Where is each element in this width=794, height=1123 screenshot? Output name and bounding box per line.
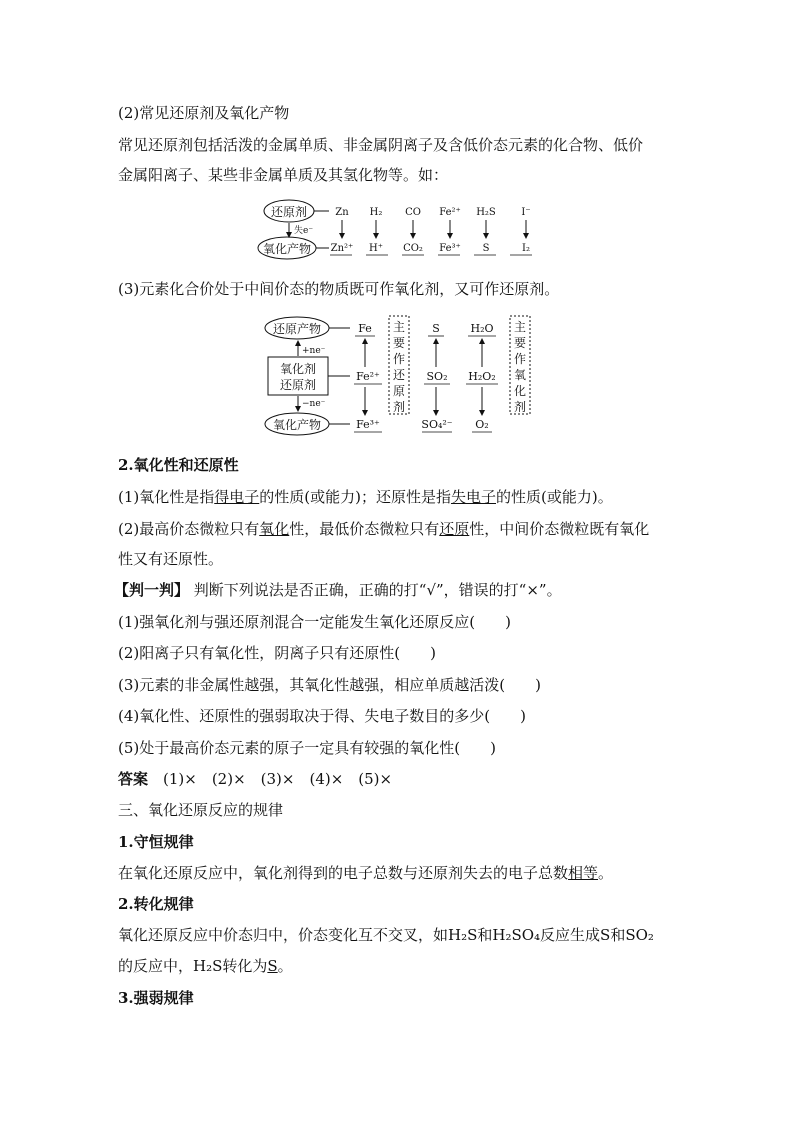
definition-2 [118, 519, 649, 539]
question-1: (1)强氧化剂与强还原剂混合一定能发生氧化还原反应( ) [118, 613, 511, 631]
note1-char-1: 主 [392, 320, 406, 334]
s-bottom: SO₄²⁻ [421, 418, 453, 431]
def2-part-a: (2)最高价态微粒只有 [118, 520, 260, 538]
fe-top: Fe [358, 322, 372, 335]
reducer-label: 还原剂 [270, 205, 308, 219]
lose-electron-label-2: −ne⁻ [302, 399, 326, 409]
note2-char-6: 剂 [513, 400, 527, 414]
pair-fe [439, 207, 461, 254]
def1-part-e: 的性质(或能力)。 [496, 488, 613, 506]
pair-i [521, 207, 530, 254]
law1-equal: 相等 [568, 864, 599, 882]
product-h: H⁺ [369, 243, 383, 254]
product-i2: I₂ [522, 243, 530, 254]
law1-part-a: 在氧化还原反应中，氧化剂得到的电子总数与还原剂失去的电子总数 [118, 864, 569, 882]
def2-reduction: 还原 [439, 520, 470, 538]
reducer-co: CO [405, 207, 421, 218]
reducer-h2s: H₂S [476, 207, 496, 218]
note1-char-6: 剂 [392, 400, 406, 414]
note2-char-4: 氧 [513, 368, 527, 382]
s2-body-line2: 金属阳离子、某些非金属单质及其氢化物等。如： [118, 166, 449, 184]
pair-h2s [476, 207, 496, 254]
answer-values: (1)× (2)× (3)× (4)× (5)× [148, 770, 393, 788]
product-s: S [482, 243, 490, 254]
section2-title: 2.氧化性和还原性 [118, 456, 239, 474]
h-mid: H₂O₂ [468, 370, 496, 383]
note2-char-3: 作 [513, 352, 527, 366]
s3-title: (3)元素化合价处于中间价态的物质既可作氧化剂，又可作还原剂。 [118, 280, 560, 298]
product-fe3: Fe³⁺ [439, 243, 461, 254]
def2-oxidation: 氧化 [259, 520, 290, 538]
law2-sulfur: S [267, 957, 278, 975]
reduction-product-label: 还原产物 [272, 322, 322, 336]
s2-body-line1: 常见还原剂包括活泼的金属单质、非金属阴离子及含低价态元素的化合物、低价 [118, 136, 644, 154]
note1-char-4: 还 [392, 368, 406, 382]
question-3: (3)元素的非金属性越强，其氧化性越强，相应单质越活泼( ) [118, 676, 541, 694]
answer-row [118, 769, 392, 789]
law2-part-c: 。 [277, 957, 293, 975]
product-co2: CO₂ [403, 243, 423, 254]
s-mid: SO₂ [426, 370, 448, 383]
reducer-zn: Zn [335, 207, 349, 218]
definition-1 [118, 487, 613, 507]
def1-part-a: (1)氧化性是指 [118, 488, 215, 506]
def2-part-e: 性，中间价态微粒既有氧化 [469, 520, 650, 538]
oxidant-label: 氧化剂 [279, 362, 317, 376]
judge-tag: 【判一判】 [114, 581, 190, 599]
note2-char-1: 主 [513, 320, 527, 334]
reductant-label: 还原剂 [279, 378, 317, 392]
question-2: (2)阳离子只有氧化性，阴离子只有还原性( ) [118, 644, 436, 662]
def1-gain-electron: 得电子 [214, 488, 260, 506]
def1-lose-electron: 失电子 [450, 488, 496, 506]
law1-body [118, 863, 613, 883]
law2-part-a: 的反应中，H₂S转化为 [118, 957, 268, 975]
product-zn: Zn²⁺ [330, 243, 354, 254]
law2-title: 2.转化规律 [118, 895, 194, 913]
pair-co [403, 207, 423, 254]
lose-electron-label: 失e⁻ [294, 226, 314, 236]
h-top: H₂O [470, 322, 494, 335]
law2-body-line1: 氧化还原反应中价态归中，价态变化互不交叉，如H₂S和H₂SO₄反应生成S和SO₂ [118, 926, 654, 944]
def2-part-c: 性，最低价态微粒只有 [289, 520, 440, 538]
reducer-diagram [256, 197, 546, 265]
oxidation-product-label: 氧化产物 [262, 242, 312, 256]
fe-mid: Fe²⁺ [356, 370, 380, 383]
note1-char-5: 原 [392, 384, 406, 398]
note1-char-2: 要 [392, 336, 406, 350]
judge-instructions: 判断下列说法是否正确，正确的打“√”，错误的打“×”。 [189, 581, 562, 599]
gain-electron-label: +ne⁻ [302, 346, 326, 356]
s2-title: (2)常见还原剂及氧化产物 [118, 104, 290, 122]
section3-title: 三、氧化还原反应的规律 [118, 801, 284, 819]
reducer-h2: H₂ [369, 207, 383, 218]
law2-body-line2 [118, 956, 293, 976]
fe-bottom: Fe³⁺ [356, 418, 380, 431]
h-bottom: O₂ [475, 418, 489, 431]
answer-label: 答案 [118, 770, 149, 788]
law3-title: 3.强弱规律 [118, 989, 194, 1007]
law1-part-c: 。 [598, 864, 614, 882]
question-4: (4)氧化性、还原性的强弱取决于得、失电子数目的多少( ) [118, 707, 526, 725]
note2-char-5: 化 [513, 384, 527, 398]
definition-2-cont: 性又有还原性。 [118, 550, 224, 568]
s-top: S [432, 322, 440, 335]
oxidation-product-label-2: 氧化产物 [272, 418, 322, 432]
judge-prompt [114, 580, 562, 600]
law1-title: 1.守恒规律 [118, 833, 194, 851]
reducer-fe2: Fe²⁺ [439, 207, 461, 218]
note1-char-3: 作 [392, 352, 406, 366]
def1-part-c: 的性质(或能力)；还原性是指 [259, 488, 451, 506]
intermediate-valence-diagram [262, 313, 536, 441]
reducer-i: I⁻ [521, 207, 531, 218]
note2-char-2: 要 [513, 336, 527, 350]
pair-zn [331, 207, 354, 254]
pair-h2 [369, 207, 383, 254]
question-5: (5)处于最高价态元素的原子一定具有较强的氧化性( ) [118, 739, 496, 757]
